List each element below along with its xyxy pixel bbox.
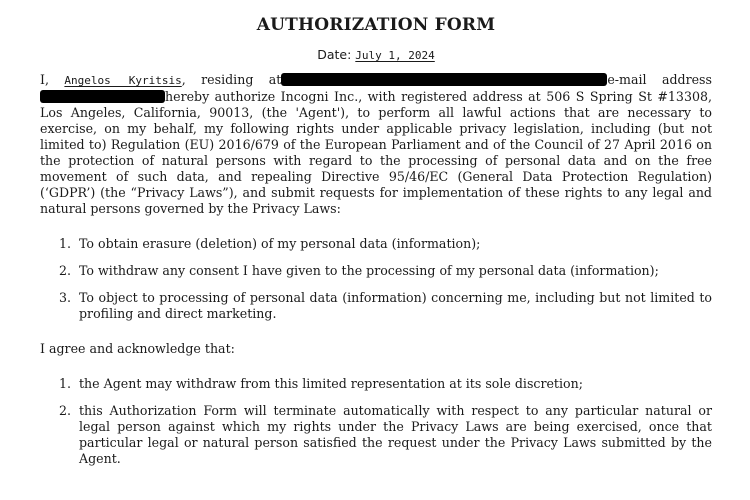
list-item-text: To object to processing of personal data (information) concerning me, including but not limited to profiling and direct marketing. — [79, 290, 712, 321]
residing-at-text: , residing at — [181, 72, 282, 87]
intro-paragraph — [40, 72, 712, 217]
intro-prefix: I, — [40, 72, 49, 87]
date-label: Date: — [317, 47, 352, 62]
list-item-number: 3. — [59, 290, 72, 305]
signer-name: Angelos Kyritsis — [64, 74, 182, 87]
rights-list — [40, 236, 712, 322]
list-item — [40, 403, 712, 467]
redacted-email — [40, 90, 165, 103]
date-value: July 1, 2024 — [355, 49, 435, 62]
list-item — [40, 290, 712, 322]
list-item-text: this Authorization Form will terminate automatically with respect to any particular natural or legal person against which my rights under the Privacy Laws are being exercised, once that particular legal or natural person satisfied the request under the Privacy Laws submitted by the Agent. — [79, 403, 712, 466]
email-label: e-mail address — [607, 72, 712, 87]
list-item-number: 2. — [59, 263, 72, 278]
list-item — [40, 236, 712, 252]
list-item-text: To obtain erasure (deletion) of my personal data (information); — [79, 236, 481, 251]
list-item — [40, 376, 712, 392]
intro-body: hereby authorize Incogni Inc., with registered address at 506 S Spring St #13308, Los Angeles, California, 90013, (the 'Agent'), to perform all lawful actions that are necessary to exercise, on my behalf, my following rights under applicable privacy legislation, including (but not limited to) Regulation (EU) 2016/679 of the European Parliament and of the Council of 27 April 2016 on the protection of natural persons with regard to the processing of personal data and on the free movement of such data, and repealing Directive 95/46/EC (General Data Protection Regulation) (‘GDPR’) (the “Privacy Laws”), and submit requests for implementation of these rights to any legal and natural persons governed by the Privacy Laws: — [40, 89, 712, 216]
date-line — [40, 46, 712, 64]
list-item-number: 2. — [59, 403, 72, 418]
list-item-number: 1. — [59, 236, 72, 251]
acknowledgements-list — [40, 376, 712, 467]
list-item-text: To withdraw any consent I have given to the processing of my personal data (information); — [79, 263, 659, 278]
agree-heading: I agree and acknowledge that: — [40, 341, 235, 356]
list-item — [40, 263, 712, 279]
redacted-address — [281, 73, 607, 86]
list-item-text: the Agent may withdraw from this limited representation at its sole discretion; — [79, 376, 583, 391]
document-title: AUTHORIZATION FORM — [256, 15, 496, 35]
list-item-number: 1. — [59, 376, 72, 391]
